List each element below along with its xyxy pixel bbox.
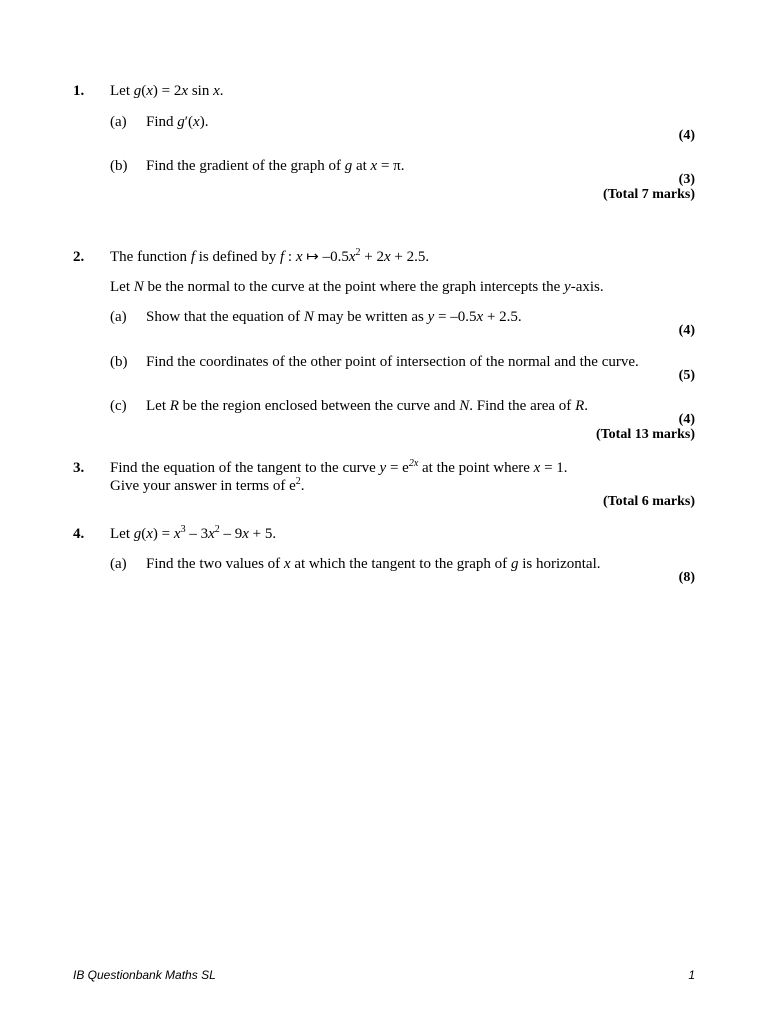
- footer-source: IB Questionbank Maths SL: [73, 968, 216, 982]
- q1-part-b-text: Find the gradient of the graph of g at x = π.: [146, 158, 405, 174]
- q4-part-a-label: (a): [110, 556, 127, 572]
- q4-part-a-text: Find the two values of x at which the tangent to the graph of g is horizontal.: [146, 556, 601, 572]
- q2-total-marks: (Total 13 marks): [595, 427, 695, 442]
- q1-part-b-label: (b): [110, 158, 128, 174]
- q2-part-c-marks: (4): [678, 412, 695, 427]
- question-2-number: 2.: [73, 249, 85, 265]
- q2-part-b-label: (b): [110, 354, 128, 370]
- q2-part-a-text: Show that the equation of N may be written as y = –0.5x + 2.5.: [146, 309, 522, 325]
- question-3-number: 3.: [73, 460, 85, 476]
- q1-part-b-marks: (3): [678, 172, 695, 187]
- q2-part-b-text: Find the coordinates of the other point of intersection of the normal and the curve.: [146, 354, 639, 370]
- question-2-stem: The function f is defined by f : x ↦ $-0.5x^2 + 2x + 2.5$.: [110, 247, 430, 265]
- question-1-number: 1.: [73, 83, 85, 99]
- q1-part-a-label: (a): [110, 114, 127, 130]
- q3-total-marks: (Total 6 marks): [602, 494, 695, 509]
- question-3-stem: Find the equation of the tangent to the curve $y = e^{2x}$ at the point where x = 1.: [110, 458, 568, 476]
- question-2-normal-definition: Let N be the normal to the curve at the point where the graph intercepts the y-axis.: [110, 279, 604, 295]
- q2-part-c-text: Let R be the region enclosed between the curve and N. Find the area of R.: [146, 398, 588, 414]
- q1-part-a-text: Find g′(x).: [146, 114, 209, 130]
- q2-part-a-label: (a): [110, 309, 127, 325]
- question-4-stem: Let $g(x) = x^3 - 3x^2 - 9x + 5$.: [110, 524, 277, 542]
- question-3-instruction: Give your answer in terms of $e^2$.: [110, 476, 305, 494]
- q2-part-a-marks: (4): [678, 323, 695, 338]
- q1-total-marks: (Total 7 marks): [602, 187, 695, 202]
- q2-part-c-label: (c): [110, 398, 127, 414]
- q4-part-a-marks: (8): [678, 570, 695, 585]
- question-1-stem: Let g(x) = 2x sin x.: [110, 83, 224, 99]
- q2-part-b-marks: (5): [678, 368, 695, 383]
- question-4-number: 4.: [73, 526, 85, 542]
- q1-part-a-marks: (4): [678, 128, 695, 143]
- footer-page-number: 1: [688, 968, 695, 982]
